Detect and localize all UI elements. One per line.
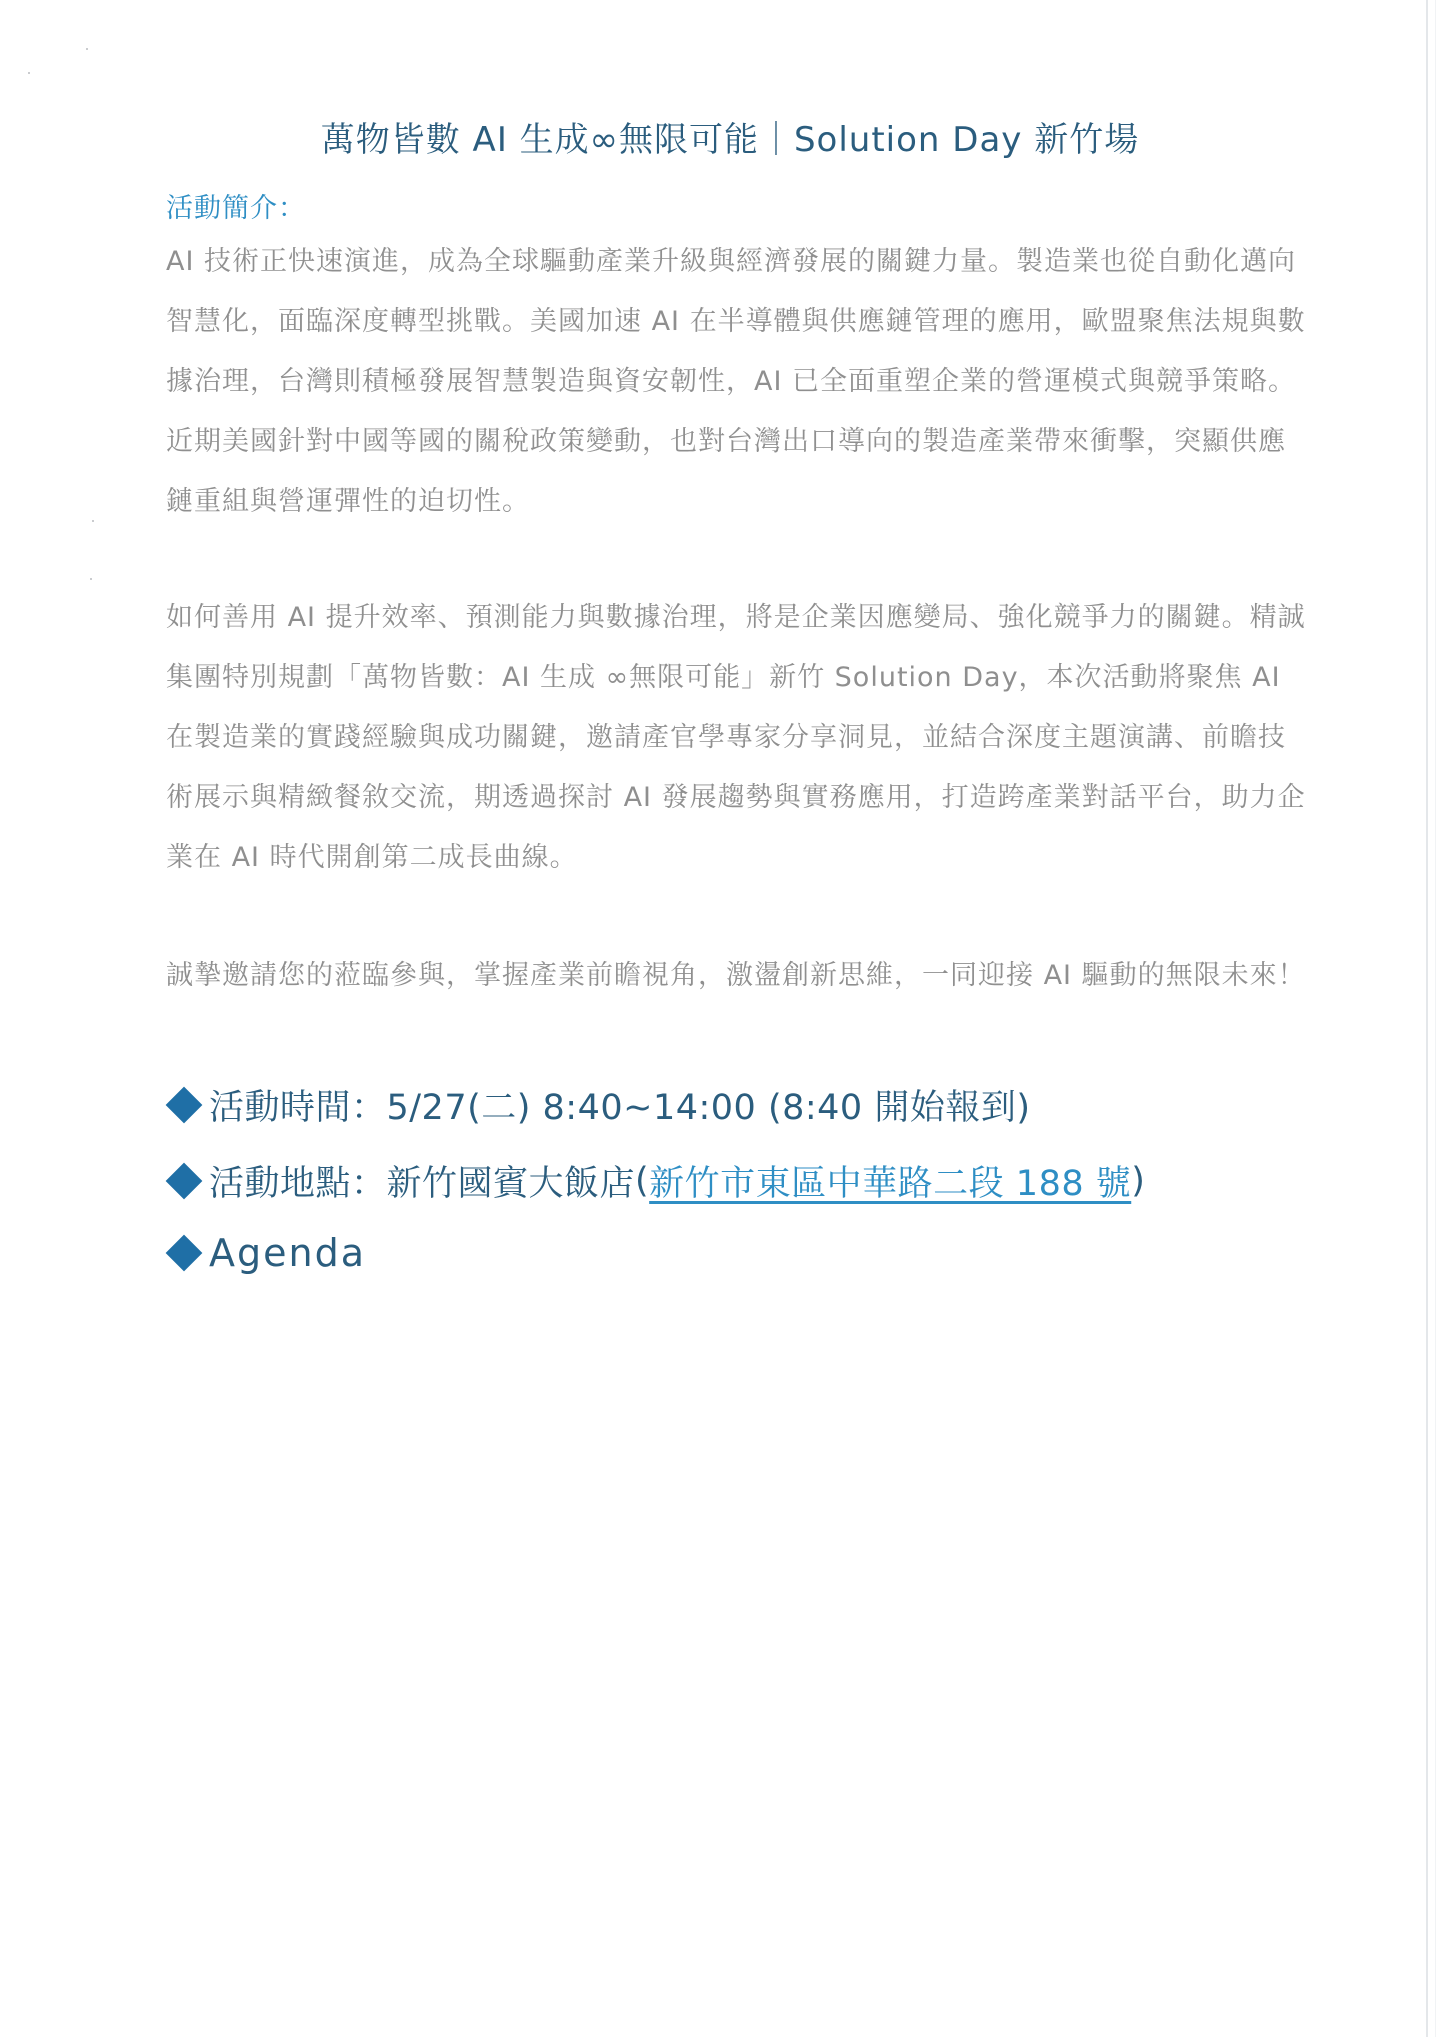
diamond-bullet-icon: [166, 1087, 203, 1124]
page-title: 萬物皆數 AI 生成∞無限可能｜Solution Day 新竹場: [320, 120, 1140, 160]
intro-paragraph-2: 如何善用 AI 提升效率、預測能力與數據治理，將是企業因應變局、強化競爭力的關鍵。精誠集團特別規劃「萬物皆數：AI 生成 ∞無限可能」新竹 Solution Day，本次活動將聚焦 AI 在製造業的實踐經驗與成功關鍵，邀請產官學專家分享洞見，並結合深度主題演講、前瞻技術展示與精緻餐敘交流，期透過探討 AI 發展趨勢與實務應用，打造跨產業對話平台，助力企業在 AI 時代開創第二成長曲線。: [166, 602, 1306, 873]
scan-dust-speck: [86, 48, 88, 50]
address-paren-close: ): [1131, 1161, 1146, 1201]
event-time-row: [164, 1080, 1030, 1130]
invitation-paragraph: 誠摯邀請您的蒞臨參與，掌握產業前瞻視角，激盪創新思維，一同迎接 AI 驅動的無限未來！: [166, 960, 1306, 991]
scan-edge-line: [1426, 0, 1428, 2037]
scan-dust-speck: [92, 520, 94, 522]
agenda-row: [164, 1228, 366, 1278]
scan-dust-speck: [90, 578, 92, 580]
event-location-label: 活動地點：新竹國賓大飯店: [209, 1164, 636, 1204]
diamond-bullet-icon: [166, 1235, 203, 1272]
event-location-row: [164, 1156, 1145, 1206]
address-paren-open: (: [635, 1161, 650, 1201]
diamond-bullet-icon: [166, 1163, 203, 1200]
address-link[interactable]: 新竹市東區中華路二段 188 號: [649, 1164, 1132, 1204]
agenda-label: Agenda: [209, 1231, 366, 1275]
intro-paragraph-1: AI 技術正快速演進，成為全球驅動產業升級與經濟發展的關鍵力量。製造業也從自動化邁向智慧化，面臨深度轉型挑戰。美國加速 AI 在半導體與供應鏈管理的應用，歐盟聚焦法規與數據治理，台灣則積極發展智慧製造與資安韌性，AI 已全面重塑企業的營運模式與競爭策略。近期美國針對中國等國的關稅政策變動，也對台灣出口導向的製造產業帶來衝擊，突顯供應鏈重組與營運彈性的迫切性。: [166, 246, 1306, 517]
event-time-text: 活動時間：5/27(二) 8:40~14:00 (8:40 開始報到): [209, 1088, 1031, 1128]
intro-heading: 活動簡介：: [166, 193, 306, 224]
scan-dust-speck: [28, 72, 30, 74]
scan-edge-line-secondary: [1435, 0, 1436, 2037]
